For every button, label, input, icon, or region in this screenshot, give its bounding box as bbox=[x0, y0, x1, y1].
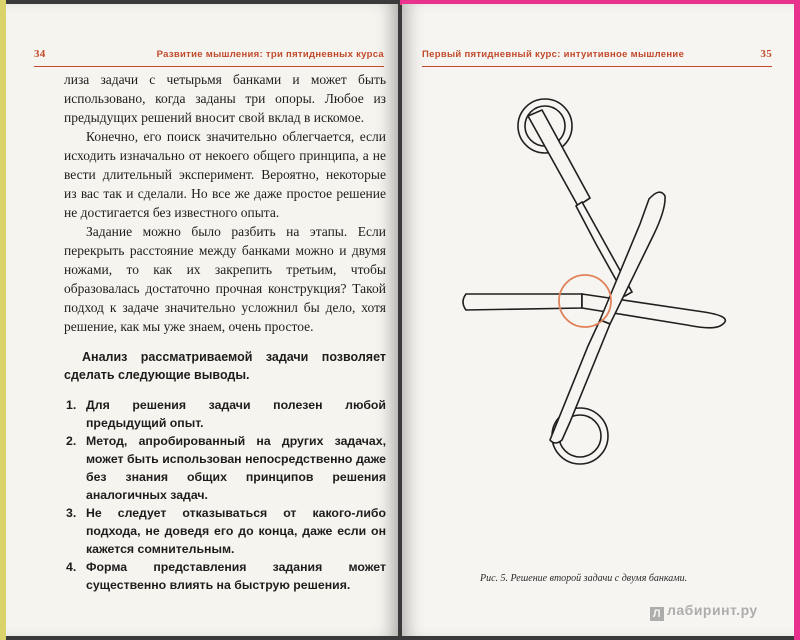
figure-caption: Рис. 5. Решение второй задачи с двумя банками. bbox=[480, 573, 688, 584]
watermark-text: лабиринт.ру bbox=[667, 602, 758, 618]
analysis-summary: Анализ рассматриваемой задачи позволяет сделать следующие выводы. bbox=[64, 350, 386, 382]
paragraph: Конечно, его поиск значительно облегчается, если исходить изначально от некоего общего принципа, а не вести длительный эксперимент. Вероятно, некоторые из вас так и сделали. Но все же даже простое решение не достигается без известного опыта. bbox=[64, 129, 386, 220]
item-text: Метод, апробированный на других задачах, может быть использован непосредственно даже без знания общих принципов решения аналогичных задач. bbox=[86, 434, 386, 502]
right-page-number: 35 bbox=[760, 48, 772, 60]
list-item bbox=[66, 432, 386, 504]
right-running-head bbox=[422, 48, 772, 64]
right-running-head-title: Первый пятидневный курс: интуитивное мышление bbox=[422, 49, 685, 60]
knife-top bbox=[528, 110, 632, 296]
right-header-rule bbox=[422, 66, 772, 67]
knives-jars-illustration bbox=[442, 84, 772, 564]
item-number: 2. bbox=[66, 434, 77, 448]
left-page bbox=[6, 4, 398, 636]
left-page-number: 34 bbox=[34, 48, 46, 60]
item-text: Форма представления задания может существенно влиять на быструю решения. bbox=[86, 560, 386, 592]
labirint-logo-icon: Л bbox=[650, 607, 664, 621]
item-text: Для решения задачи полезен любой предыдущий опыт. bbox=[86, 398, 386, 430]
labirint-watermark bbox=[650, 602, 758, 621]
list-item bbox=[66, 558, 386, 594]
left-page-body bbox=[64, 70, 386, 594]
spacer bbox=[64, 384, 386, 396]
right-page bbox=[402, 4, 794, 636]
spacer bbox=[64, 336, 386, 348]
item-text: Не следует отказываться от какого-либо подхода, не доведя его до конца, даже если он кажется сомнительным. bbox=[86, 506, 386, 556]
left-header-rule bbox=[34, 66, 384, 67]
paragraph: Задание можно было разбить на этапы. Если перекрыть расстояние между банками можно и двумя ножами, то как их закрепить третьим, чтобы образовалась достаточно прочная конструкция? Такой подход к задаче значительно усложнил бы дело, хотя решение, как мы уже знаем, очень простое. bbox=[64, 224, 386, 334]
left-running-head bbox=[34, 48, 384, 64]
list-item bbox=[66, 396, 386, 432]
knife-horizontal bbox=[463, 294, 725, 328]
item-number: 1. bbox=[66, 398, 77, 412]
right-book-edge bbox=[794, 0, 800, 640]
item-number: 4. bbox=[66, 560, 77, 574]
conclusions-list bbox=[64, 396, 386, 594]
list-item bbox=[66, 504, 386, 558]
figure-knives-on-jars bbox=[442, 84, 772, 564]
item-number: 3. bbox=[66, 506, 77, 520]
paragraph-continued: лиза задачи с четырьмя банками и может быть использовано, когда заданы три опоры. Любое из предыдущих решений вносит свой вклад в искомое. bbox=[64, 72, 386, 125]
left-running-head-title: Развитие мышления: три пятидневных курса bbox=[156, 49, 384, 60]
